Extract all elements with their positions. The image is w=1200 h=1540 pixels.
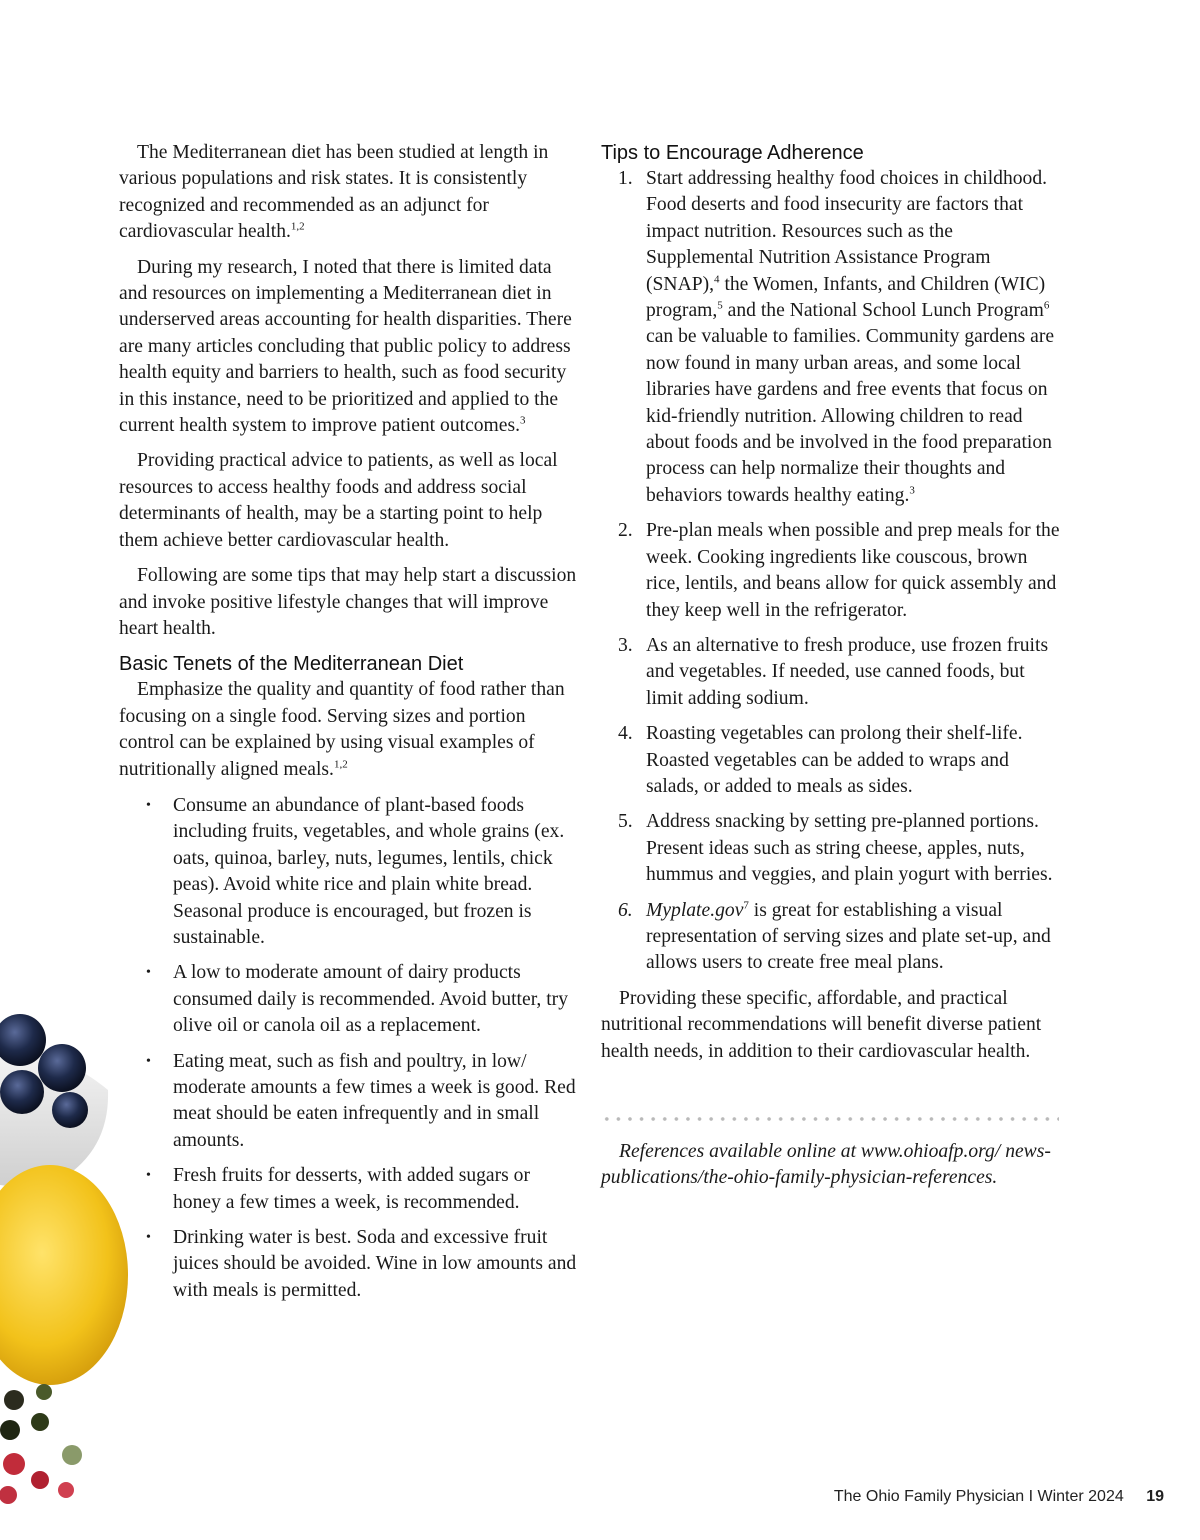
tips-heading: Tips to Encourage Adherence xyxy=(601,142,864,164)
list-item: • Drinking water is best. Soda and excessive fruit juices should be avoided. Wine in low amounts and with meals is permitted. xyxy=(146,1227,577,1301)
list-item: 5. Address snacking by setting pre-planned portions. Present ideas such as string cheese, apples, nuts, hummus and veggies, and plain yogurt with berries. xyxy=(618,811,1053,886)
closing-paragraph: Providing these specific, affordable, and practical nutritional recommendations will benefit diverse patient health needs, in addition to their cardiovascular health. xyxy=(601,987,1042,1062)
tips-lead-paragraph: Following are some tips that may help start a discussion and invoke positive lifestyle changes that will improve heart health. xyxy=(119,565,577,639)
bullet-icon: • xyxy=(146,797,151,813)
list-item: 2. Pre-plan meals when possible and prep meals for the week. Cooking ingredients like couscous, brown rice, lentils, and beans allow for quick assembly and they keep well in the refrigerator. xyxy=(618,520,1060,621)
bullet-icon: • xyxy=(146,1230,151,1246)
intro-paragraph: The Mediterranean diet has been studied at length in various populations and risk states. It is consistently recognized and recommended as an adjunct for cardiovascular health.$^{1,2}$ xyxy=(119,142,549,243)
basic-tenets-heading: Basic Tenets of the Mediterranean Diet xyxy=(119,653,464,676)
research-paragraph: During my research, I noted that there is limited data and resources on implementing a Mediterranean diet in underserved areas accounting for health disparities. There are many articles concluding that public policy to address health equity and barriers to health, such as food security in this instance, need to be prioritized and applied to the current health system to improve patient outcomes.$^3$ xyxy=(119,256,572,437)
page-number: 19 xyxy=(1146,1488,1164,1505)
list-item: 4. Roasting vegetables can prolong their shelf-life. Roasted vegetables can be added to wraps and salads, or added to meals as sides. xyxy=(618,723,1023,797)
bullet-icon: • xyxy=(146,965,151,981)
list-item: • Eating meat, such as fish and poultry, in low/ moderate amounts a few times a week is good. Red meat should be eaten infrequently and in small amounts. xyxy=(146,1050,576,1151)
tips-list xyxy=(601,166,1063,977)
list-item: • A low to moderate amount of dairy products consumed daily is recommended. Avoid butter, try olive oil or canola oil as a replacement. xyxy=(146,962,568,1037)
page-footer xyxy=(834,1488,1164,1506)
tenets-list xyxy=(119,793,579,1304)
list-item: 6. Myplate.gov$^7$ is great for establishing a visual representation of serving sizes and plate set-up, and allows users to create free meal plans. xyxy=(618,899,1051,974)
references-note: References available online at www.ohioafp.org/ news-publications/the-ohio-family-physician-references. xyxy=(601,1141,1051,1189)
list-item: 3. As an alternative to fresh produce, use frozen fruits and vegetables. If needed, use canned foods, but limit adding sodium. xyxy=(618,634,1049,709)
bullet-icon: • xyxy=(146,1168,151,1184)
list-item: 1. Start addressing healthy food choices in childhood. Food deserts and food insecurity are factors that impact nutrition. Resources such as the Supplemental Nutrition Assistance Program (SNAP),$^4$ the Women, Infants, and Children (WIC) program,$^5$ and the National School Lunch Program$^6$ can be valuable to families. Community gardens are now found in many urban areas, and some local libraries have gardens and free events that focus on kid-friendly nutrition. Allowing children to read about foods and be involved in the food preparation process can help normalize their thoughts and behaviors towards healthy eating.$^3$ xyxy=(618,168,1055,506)
bullet-icon: • xyxy=(146,1053,151,1069)
dotted-divider xyxy=(601,1117,1059,1121)
list-item: • Fresh fruits for desserts, with added sugars or honey a few times a week, is recommended. xyxy=(146,1165,530,1213)
list-item: • Consume an abundance of plant-based foods including fruits, vegetables, and whole grains (ex. oats, quinoa, barley, nuts, legumes, lentils, chick peas). Avoid white rice and plain white bread. Seasonal produce is encouraged, but frozen is sustainable. xyxy=(146,794,565,948)
publication-name: The Ohio Family Physician I Winter 2024 xyxy=(833,1488,1124,1505)
blueberry-bowl-icon xyxy=(0,1014,108,1187)
peppercorns-icon xyxy=(0,1384,82,1504)
right-column xyxy=(601,140,1063,1192)
lemon-icon xyxy=(0,1165,128,1385)
tenets-intro-paragraph: Emphasize the quality and quantity of food rather than focusing on a single food. Serving sizes and portion control can be explained by using visual examples of nutritionally aligned meals.$^{1,2}$ xyxy=(119,679,565,780)
left-column xyxy=(119,140,579,1313)
advice-paragraph: Providing practical advice to patients, as well as local resources to access healthy foods and address social determinants of health, may be a starting point to help them achieve better cardiovascular health. xyxy=(119,450,558,551)
